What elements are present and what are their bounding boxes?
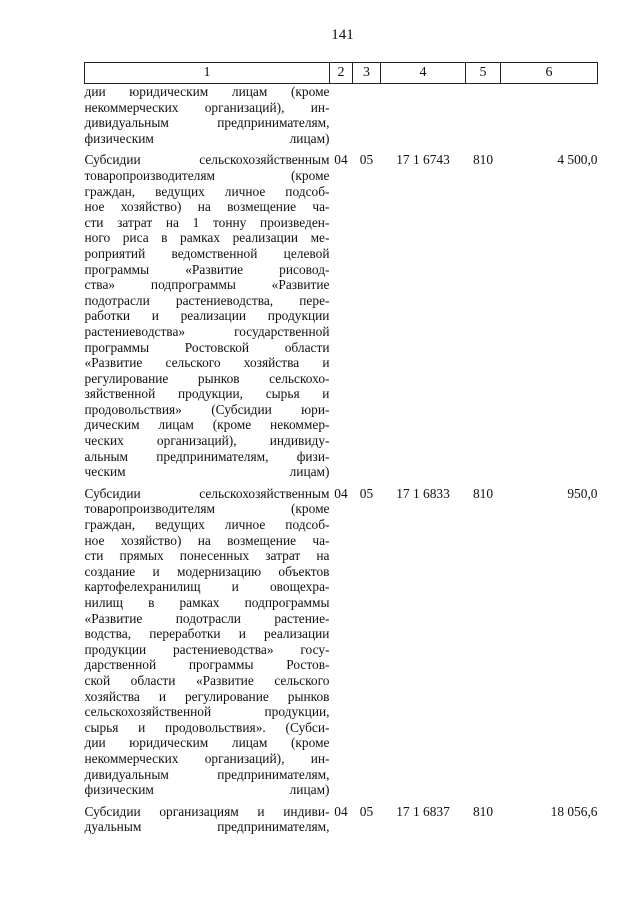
expense-type-code: 810 bbox=[472, 485, 494, 501]
description-line: водства, переработки и реализации bbox=[84, 626, 330, 642]
description-line: дии юридическим лицам (кроме bbox=[84, 735, 330, 751]
description-line: создание и модернизацию объектов bbox=[84, 563, 330, 579]
description-line: дарственной программы Ростов- bbox=[84, 657, 330, 673]
amount-value bbox=[501, 84, 598, 147]
description-line: альным предпринимателям, физи- bbox=[84, 448, 330, 464]
subsection-code: 05 bbox=[359, 803, 374, 819]
description-line: граждан, ведущих личное подсоб- bbox=[84, 517, 330, 533]
description-line: сырья и продовольствия». (Субси- bbox=[84, 719, 330, 735]
description-line: некоммерческих организаций), ин- bbox=[84, 750, 330, 766]
description-line: ческих организаций), индивиду- bbox=[84, 433, 330, 449]
description-line: ской области «Развитие сельского bbox=[84, 672, 330, 688]
description-line: товаропроизводителям (кроме bbox=[84, 501, 330, 517]
description-line: ное хозяйство) на возмещение ча- bbox=[84, 199, 330, 215]
description-line: программы Ростовской области bbox=[84, 339, 330, 355]
description-line: некоммерческих организаций), ин- bbox=[84, 99, 330, 115]
description-line: подотрасли растениеводства, пере- bbox=[84, 292, 330, 308]
row-description bbox=[85, 804, 330, 835]
target-article-code: 17 1 6833 bbox=[396, 485, 450, 501]
section-code: 04 bbox=[334, 152, 348, 168]
row-description bbox=[85, 486, 330, 798]
target-article-code: 17 1 6743 bbox=[396, 152, 450, 168]
target-article-code: 17 1 6837 bbox=[396, 803, 450, 819]
subsection-code: 05 bbox=[359, 152, 374, 168]
expense-type-code: 810 bbox=[472, 803, 494, 819]
description-line: роприятий ведомственной целевой bbox=[84, 245, 330, 261]
column-header: 6 bbox=[501, 63, 598, 84]
section-code: 04 bbox=[334, 803, 348, 819]
description-line: ное хозяйство) на возмещение ча- bbox=[84, 532, 330, 548]
column-header: 1 bbox=[85, 63, 330, 84]
description-line: ного риса в рамках реализации ме- bbox=[84, 230, 330, 246]
description-line: сельскохозяйственной продукции, bbox=[84, 704, 330, 720]
subsection-code bbox=[353, 84, 381, 147]
target-article-code bbox=[381, 84, 466, 147]
table-row bbox=[85, 152, 598, 479]
column-header: 3 bbox=[353, 63, 381, 84]
budget-table bbox=[84, 62, 598, 835]
description-line: сти затрат на 1 тонну произведен- bbox=[84, 214, 330, 230]
description-line: граждан, ведущих личное подсоб- bbox=[84, 183, 330, 199]
description-line: нилищ в рамках подпрограммы bbox=[84, 595, 330, 610]
description-line: дуальным предпринимателям, bbox=[84, 819, 330, 835]
description-line: работки и реализации продукции bbox=[84, 308, 330, 324]
description-line: дическим лицам (кроме некоммер- bbox=[84, 417, 330, 433]
section-code bbox=[330, 84, 353, 147]
row-description bbox=[85, 84, 330, 147]
description-line: товаропроизводителям (кроме bbox=[84, 167, 330, 183]
description-line: продукции растениеводства» госу- bbox=[84, 641, 330, 657]
description-line: сти прямых понесенных затрат на bbox=[84, 548, 330, 564]
description-line: дивидуальным предпринимателям, bbox=[84, 115, 330, 131]
subsection-code: 05 bbox=[359, 485, 374, 501]
column-header: 4 bbox=[381, 63, 466, 84]
table-row bbox=[85, 804, 598, 835]
column-header: 5 bbox=[466, 63, 501, 84]
expense-type-code: 810 bbox=[472, 152, 494, 168]
description-line: регулирование рынков сельскохо- bbox=[84, 370, 330, 386]
description-line: зяйственной продукции, сырья и bbox=[84, 386, 330, 402]
description-line: ства» подпрограммы «Развитие bbox=[84, 277, 330, 293]
description-line: программы «Развитие рисовод- bbox=[84, 261, 330, 277]
description-line: «Развитие подотрасли растение- bbox=[84, 610, 330, 626]
table-row bbox=[85, 486, 598, 798]
description-line: ческим лицам) bbox=[84, 464, 330, 480]
table-row bbox=[85, 84, 598, 147]
description-line: дии юридическим лицам (кроме bbox=[84, 84, 330, 99]
amount-value: 18 056,6 bbox=[550, 803, 598, 819]
description-line: «Развитие сельского хозяйства и bbox=[84, 355, 330, 371]
amount-value: 4 500,0 bbox=[557, 152, 598, 168]
amount-value: 950,0 bbox=[567, 485, 598, 501]
column-header: 2 bbox=[330, 63, 353, 84]
description-line: дивидуальным предпринимателям, bbox=[84, 766, 330, 782]
description-line: продовольствия» (Субсидии юри- bbox=[84, 401, 330, 417]
description-line: картофелехранилищ и овощехра- bbox=[84, 579, 330, 595]
page-number: 141 bbox=[331, 27, 354, 43]
description-line: Субсидии сельскохозяйственным bbox=[84, 485, 330, 501]
section-code: 04 bbox=[334, 485, 348, 501]
description-line: Субсидии организациям и индиви- bbox=[84, 803, 330, 819]
description-line: растениеводства» государственной bbox=[84, 323, 330, 339]
row-description bbox=[85, 152, 330, 479]
table-header-row bbox=[85, 63, 598, 84]
description-line: хозяйства и регулирование рынков bbox=[84, 688, 330, 704]
description-line: физическим лицам) bbox=[84, 130, 330, 146]
description-line: Субсидии сельскохозяйственным bbox=[84, 152, 330, 168]
expense-type-code bbox=[466, 84, 501, 147]
description-line: физическим лицам) bbox=[84, 782, 330, 798]
